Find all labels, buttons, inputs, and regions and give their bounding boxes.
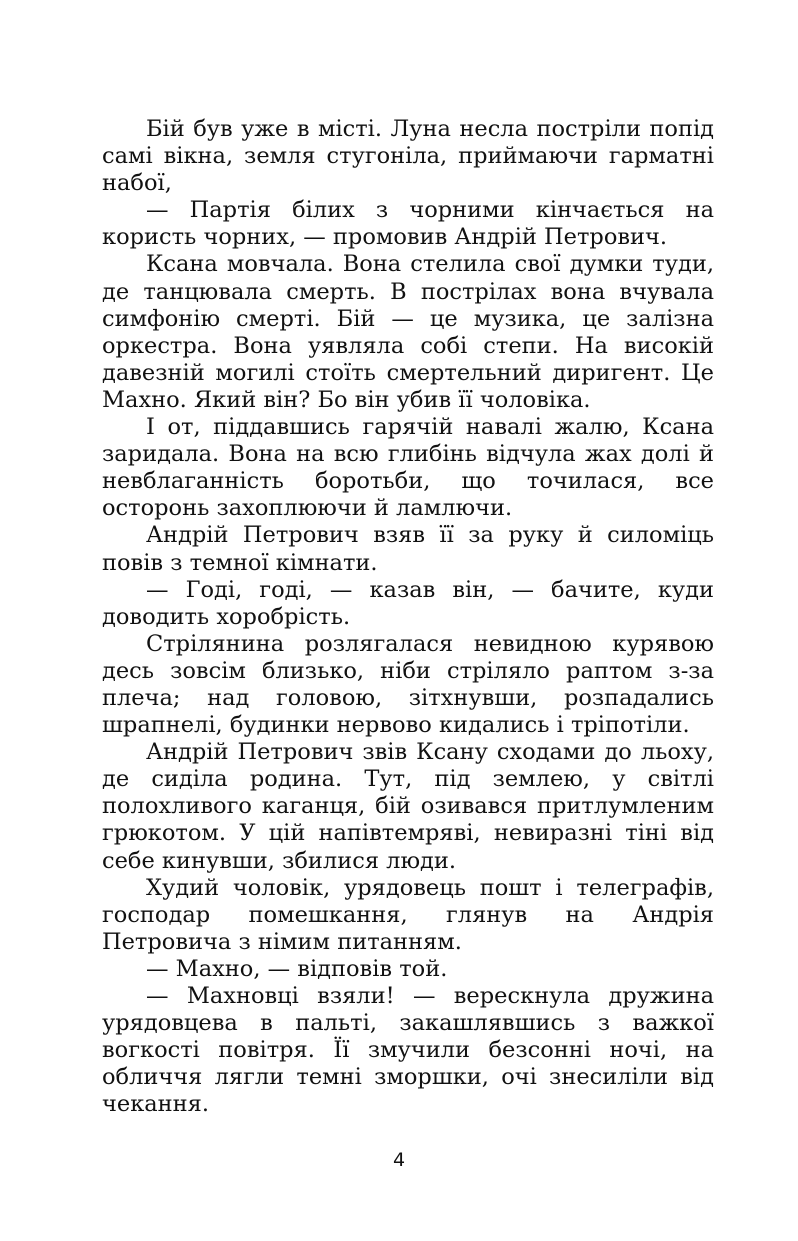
page-number: 4: [392, 1149, 406, 1171]
paragraph-1: Бій був уже в місті. Луна несла постріли попід самі вікна, земля стугоніла, приймаючи гарматні набої,: [102, 116, 714, 197]
paragraph-2: — Партія білих з чорними кінчається на користь чорних, — промовив Андрій Петрович.: [102, 197, 714, 251]
paragraph-8: Андрій Петрович звів Ксану сходами до льоху, де сиділа родина. Тут, під землею, у світлі полохливого каганця, бій озивався притлумленим грюкотом. У цій напівтемряві, невиразні тіні від себе кинувши, збилися люди.: [102, 739, 714, 874]
paragraph-6: — Годі, годі, — казав він, — бачите, куди доводить хоробрість.: [102, 576, 714, 630]
paragraph-7: Стрілянина розлягалася невидною курявою десь зовсім близько, ніби стріляло раптом з-за плеча; над головою, зітхнувши, розпадались шрапнелі, будинки нервово кидались і тріпотіли.: [102, 630, 714, 739]
paragraph-11: — Махновці взяли! — верескнула дружина урядовцева в пальті, закашлявшись з важкої вогкості повітря. Її змучили безсонні ночі, на обличчя лягли темні зморшки, очі знесиліли від чекання.: [102, 983, 714, 1118]
paragraph-10: — Махно, — відповів той.: [146, 955, 448, 982]
paragraph-4: І от, піддавшись гарячій навалі жалю, Ксана заридала. Вона на всю глибінь відчула жах долі й невблаганність боротьби, що точилася, все осторонь захоплюючи й ламлючи.: [102, 414, 714, 522]
body-text: [102, 116, 714, 1118]
paragraph-9: Худий чоловік, урядовець пошт і телеграфів, господар помешкання, глянув на Андрія Петровича з німим питанням.: [102, 874, 714, 955]
paragraph-5: Андрій Петрович взяв її за руку й силоміць повів з темної кімнати.: [102, 522, 714, 576]
paragraph-3: Ксана мовчала. Вона стелила свої думки туди, де танцювала смерть. В пострілах вона вчувала симфонію смерті. Бій — це музика, це залізна оркестра. Вона уявляла собі степи. На високій давезній могилі стоїть смертельний диригент. Це Махно. Який він? Бо він убив її чоловіка.: [102, 251, 714, 413]
